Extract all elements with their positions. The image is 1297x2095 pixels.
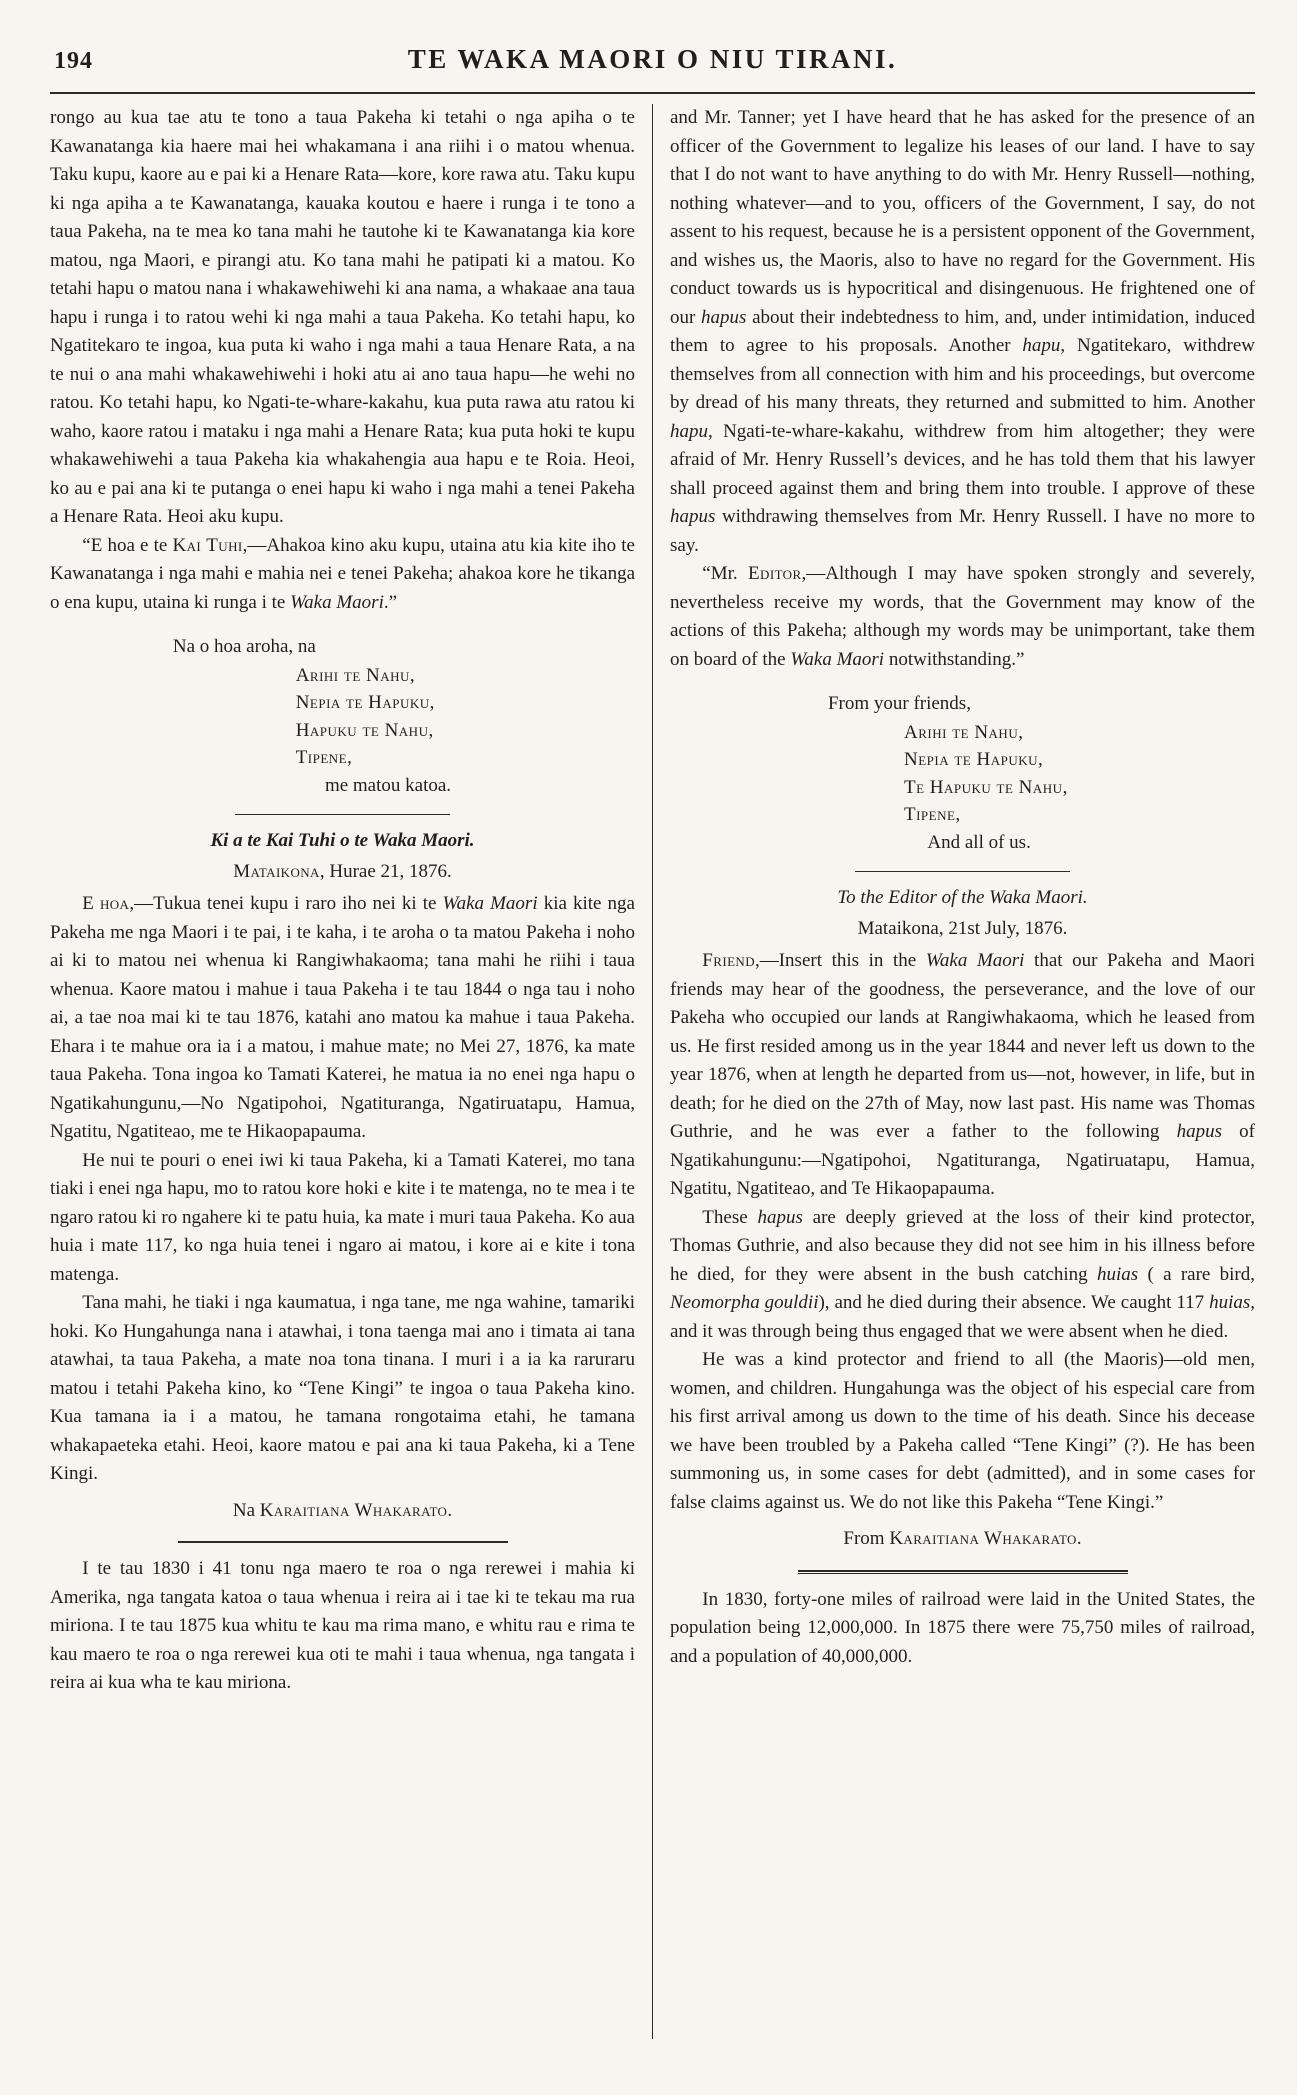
maori-letter-continuation-paragraph: rongo au kua tae atu te tono a taua Pakeha ki tetahi o nga apiha o te Kawanatanga kia haere mai hei whakamana i ana riihi i o matou whenua. Taku kupu, kaore au e pai ki a Henare Rata—kore, kore rawa atu. Taku kupu ki nga apiha a te Kawanatanga, kauaka koutou e haere i runga i te tono a taua Pakeha, na te mea ko tana mahi he tautohe ki te Kawanatanga kia kore matou, nga Maori, e pirangi atu. Ko tana mahi he patipati ki a matou. Ko tetahi hapu o matou nana i whakawehiwehi ki ana nama, a whakaae ana taua hapu i runga i to ratou wehi ki nga mahi a taua Pakeha. Ko tetahi hapu, ko Ngatitekaro te ingoa, kua puta ki waho i nga mahi a taua Henare Rata, a na te nui o ana mahi whakawehiwehi i hoki atu ai ano taua hapu—he wehi no ratou. Ko tetahi hapu, ko Ngati-te-whare-kakahu, kua puta rawa atu ratou ki waho, kaore ratou i mataku i nga mahi a Henare Rata; kua puta hoki te kupu whakawehiwehi a taua Pakeha kia whakahengia aua hapu e te Roia. Heoi, ko au e pai ana ki te putanga o enei hapu ki waho i nga mahi a tenei Pakeha a Henare Rata. Heoi aku kupu. [50,107,635,527]
english-signature-block [670,690,1255,857]
maori-letter-paragraph: Tana mahi, he tiaki i nga kaumatua, i nga tane, me nga wahine, tamariki hoki. Ko Hungahunga nana i atawhai, i tona taenga mai ano i timata ai tana atawhai, ta taua Pakeha, a mate noa tona tinana. I muri i a ia ka raruraru matou i tetahi Pakeha kino, ko “Tene Kingi” te ingoa o taua Pakeha kino. Kua tamana ia i a matou, he tamana rongotaima etahi, he tamana whakapaeteka etahi. Heoi, kaore matou e pai ana ki taua Pakeha, ki a Tene Kingi. [50,1292,635,1485]
signatory: Tipene, [295,747,353,769]
signatory: Arihi te Nahu, [295,664,416,686]
maori-railroad-note-paragraph: I te tau 1830 i 41 tonu nga maero te roa o nga rerewei i mahia ki Amerika, nga tangata katoa o taua whenua i reira ai i tae ki te tekau ma rua miriona. I te tau 1875 kua whitu te kau ma rima mano, e whitu rau e rima te kau maero te roa o nga rerewei kua oti te mahi i taua whenua, nga tangata i reira ai kua wha te kau miriona. [50,1558,635,1694]
signatory: Hapuku te Nahu, [295,719,434,741]
signatory: Te Hapuku te Nahu, [904,776,1068,798]
left-column-maori [50,104,653,2039]
english-letter-paragraph: He was a kind protector and friend to all (the Maoris)—old men, women, and children. Hungahunga was the object of his especial care from his first arrival among us down to the time of his death. Since his decease we have been troubled by a Pakeha called “Tene Kingi” (?). He has been summoning us, in some cases for debt (admitted), and in some cases for false claims against us. We do not like this Pakeha “Tene Kingi.” [670,1349,1255,1513]
page-number: 194 [54,48,93,74]
english-editor-quote-paragraph: “Mr. Editor,—Although I may have spoken strongly and severely, nevertheless receive my words, that the Government may know of the actions of this Pakeha; although my words may be unimportant, take them on board of the Waka Maori notwithstanding.” [670,563,1256,670]
right-column-english [653,104,1255,2039]
signoff-tail: And all of us. [927,831,1031,853]
section-divider [235,814,450,815]
signatory-list [296,662,635,772]
english-letter-continuation-paragraph: and Mr. Tanner; yet I have heard that he has asked for the presence of an officer of the Government to legalize his leases of our land. I have to say that I do not want to have anything to do with Mr. Henry Russell—nothing, nothing whatever—and to you, officers of the Government, I say, do not assent to his request, because he is a persistent opponent of the Government, and wishes us, the Maoris, also to have no regard for the Government. His conduct towards us is hypocritical and disingenuous. He frightened one of our hapus about their indebtedness to him, and, under intimidation, induced them to agree to his proposals. Another hapu, Ngatitekaro, withdrew themselves from all connection with him and his proceedings, but overcome by dread of his many threats, they returned and submitted to him. Another hapu, Ngati-te-whare-kakahu, withdrew from him altogether; they were afraid of Mr. Henry Russell’s devices, and he has told them that his lawyer shall proceed against them and bring them into trouble. I approve of these hapus withdrawing themselves from Mr. Henry Russell. I have no more to say. [670,107,1256,556]
maori-signature-block [50,633,635,800]
maori-letter-signature: Na Karaitiana Whakarato. [232,1499,453,1521]
two-column-body [50,104,1255,2039]
maori-letter-paragraph: He nui te pouri o enei iwi ki taua Pakeha, ki a Tamati Katerei, mo tana tiaki i enei nga hapu, mo to ratou kore hoki e kite i te matenga, no te mea i te ngaro ratou ki ro ngahere ki te patu huia, ka mate i muri taua Pakeha. Ko aua huia i mate 117, ko nga huia tenei i ngaro ai matou, i kore ai e kite i tona matenga. [50,1149,635,1285]
signatory: Nepia te Hapuku, [904,749,1044,771]
english-railroad-note-paragraph: In 1830, forty-one miles of railroad were laid in the United States, the population being 12,000,000. In 1875 there were 75,750 miles of railroad, and a population of 40,000,000. [670,1588,1255,1667]
signoff-intro: From your friends, [827,693,971,714]
signatory: Arihi te Nahu, [904,721,1024,743]
header-rule [50,92,1255,94]
section-divider [178,1541,508,1543]
english-letter-paragraph: Friend,—Insert this in the Waka Maori that our Pakeha and Maori friends may hear of the goodness, the perseverance, and the love of our Pakeha who occupied our lands at Rangiwhakaoma, which he leased from us. He first resided among us in the year 1844 and never left us down to the year 1876, when at length he departed from us—not, however, in life, but in death; for he died on the 27th of May, now last past. His name was Thomas Guthrie, and he was ever a father to the following hapus of Ngatikahungunu:—Ngatipohoi, Ngatituranga, Ngatiruatapu, Hamua, Ngatitu, Ngatiteao, and Te Hikaopapauma. [670,950,1256,1200]
maori-editor-quote-paragraph: “E hoa e te Kai Tuhi,—Ahakoa kino aku kupu, utaina atu kia kite iho te Kawanatanga i nga mahi e mahia nei e tenei Pakeha; ahakoa kore he tikanga o ena kupu, utaina ki runga i te Waka Maori.” [50,534,635,613]
english-letter-heading: To the Editor of the Waka Maori. [837,887,1088,909]
signatory: Nepia te Hapuku, [295,692,435,714]
maori-letter-dateline: Mataikona, Hurae 21, 1876. [233,860,452,882]
section-divider [855,871,1070,872]
maori-letter-paragraph: E hoa,—Tukua tenei kupu i raro iho nei ki te Waka Maori kia kite nga Pakeha me nga Maori i te pai, i te kaha, i te aroha o ta matou Pakeha i noho ai ki to matou nei whenua ki Rangiwhakaoma; tana mahi he riihi i taua whenua. Kaore matou i mahue i taua Pakeha i te tau 1844 o nga tau i noho ai, a tae noa mai ki te tau 1876, katahi ano matou ka mahue i taua Pakeha. Ehara i te mahue ora ia i a matou, i mahue mate; no Mei 27, 1876, ka mate taua Pakeha. Tona ingoa ko Tamati Katerei, he matua ia no enei nga hapu o Ngatikahungunu,—No Ngatipohoi, Ngatituranga, Ngatiruatapu, Hamua, Ngatitu, Ngatiteao, me te Hikaopapauma. [50,893,635,1143]
signatory-list [904,719,1255,829]
english-letter-signature: From Karaitiana Whakarato. [843,1528,1082,1550]
english-letter-dateline: Mataikona, 21st July, 1876. [857,917,1068,939]
signoff-intro: Na o hoa aroha, na [172,636,316,657]
section-divider-double [798,1570,1128,1574]
signoff-tail: me matou katoa. [324,774,452,796]
maori-letter-heading: Ki a te Kai Tuhi o te Waka Maori. [210,830,475,852]
signatory: Tipene, [904,804,961,826]
english-letter-paragraph: These hapus are deeply grieved at the loss of their kind protector, Thomas Guthrie, and also because they did not see him in his illness before he died, for they were absent in the bush catching huias ( a rare bird, Neomorpha gouldii), and he died during their absence. We caught 117 huias, and it was through being thus engaged that we were absent when he died. [670,1206,1255,1342]
page-header [50,36,1255,84]
masthead-title: TE WAKA MAORI O NIU TIRANI. [407,44,898,74]
